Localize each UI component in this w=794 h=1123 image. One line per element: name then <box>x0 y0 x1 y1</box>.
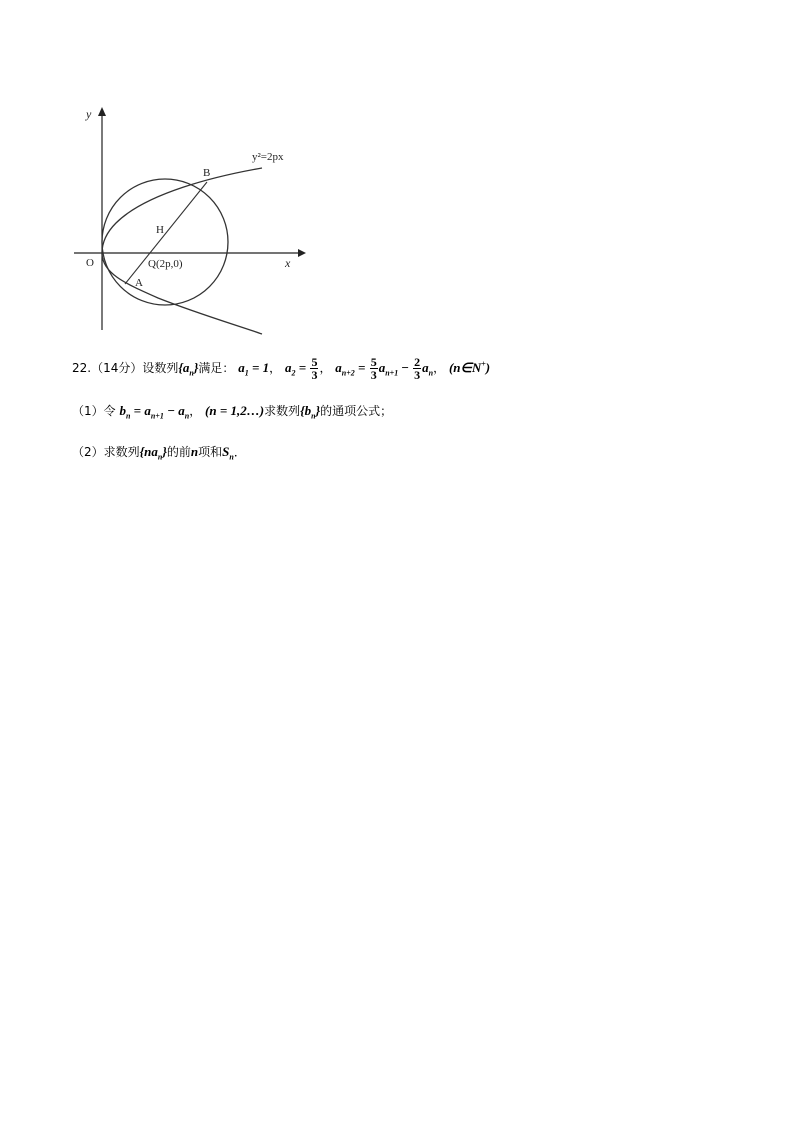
n-range: (n = 1,2…) <box>205 403 265 418</box>
part-1-label: （1）令 <box>72 404 116 418</box>
satisfies-text: 满足： <box>198 361 235 375</box>
problem-intro: 设数列 <box>142 361 179 375</box>
x-axis-arrow <box>298 249 306 257</box>
minus-sign: − <box>398 360 413 375</box>
a2-equation: $a_2$ = <box>285 360 310 378</box>
fraction-5-3: $\frac{5}{3}$ <box>311 355 318 382</box>
comma: ， <box>189 404 202 418</box>
sequence-na: $\{na_n\}$ <box>139 444 167 462</box>
fraction-5-3b: $\frac{5}{3}$ <box>370 355 377 382</box>
problem-statement <box>72 356 490 381</box>
curve-label: y²=2px <box>252 151 284 163</box>
bn-definition: $b_n = a_{n+1} - a_n$ <box>119 403 190 421</box>
sequence-b: $\{b_n\}$ <box>300 403 321 421</box>
comma: ， <box>433 361 446 375</box>
sequence-a: $\{a_n\}$ <box>178 360 199 378</box>
recurrence-equation: $a_{n+2}$ = <box>335 360 369 378</box>
a1-equation: $a_1 = 1$ <box>238 360 270 378</box>
point-h-label: H <box>156 224 164 236</box>
part-1-end: 的通项公式； <box>320 404 393 418</box>
problem-number: 22. <box>72 361 92 375</box>
comma: ， <box>269 361 282 375</box>
part-1 <box>72 402 392 421</box>
part-2 <box>72 443 246 462</box>
parabola-circle-figure <box>66 98 306 340</box>
condition: (n∈N+) <box>448 359 491 375</box>
y-axis-label: y <box>86 107 92 121</box>
period: ． <box>233 445 246 459</box>
part-2-mid: 的前 <box>166 445 191 459</box>
point-a-label: A <box>135 277 143 289</box>
part-2-label: （2）求数列 <box>72 445 140 459</box>
part-1-text: 求数列 <box>264 404 301 418</box>
sum-sn: $S_n$ <box>222 444 234 462</box>
fraction-2-3: $\frac{2}{3}$ <box>414 355 421 382</box>
point-q-label: Q(2p,0) <box>148 258 183 270</box>
an1-term: $a_{n+1}$ <box>378 360 399 378</box>
an-term: $a_n$ <box>422 360 434 378</box>
x-axis-label: x <box>285 256 291 270</box>
comma: ， <box>319 361 332 375</box>
problem-score: （14分） <box>91 361 143 375</box>
n-variable: n <box>190 444 199 459</box>
part-2-text: 项和 <box>198 445 223 459</box>
origin-label: O <box>86 257 94 269</box>
point-b-label: B <box>203 167 211 179</box>
circle <box>102 179 228 305</box>
y-axis-arrow <box>98 107 106 116</box>
